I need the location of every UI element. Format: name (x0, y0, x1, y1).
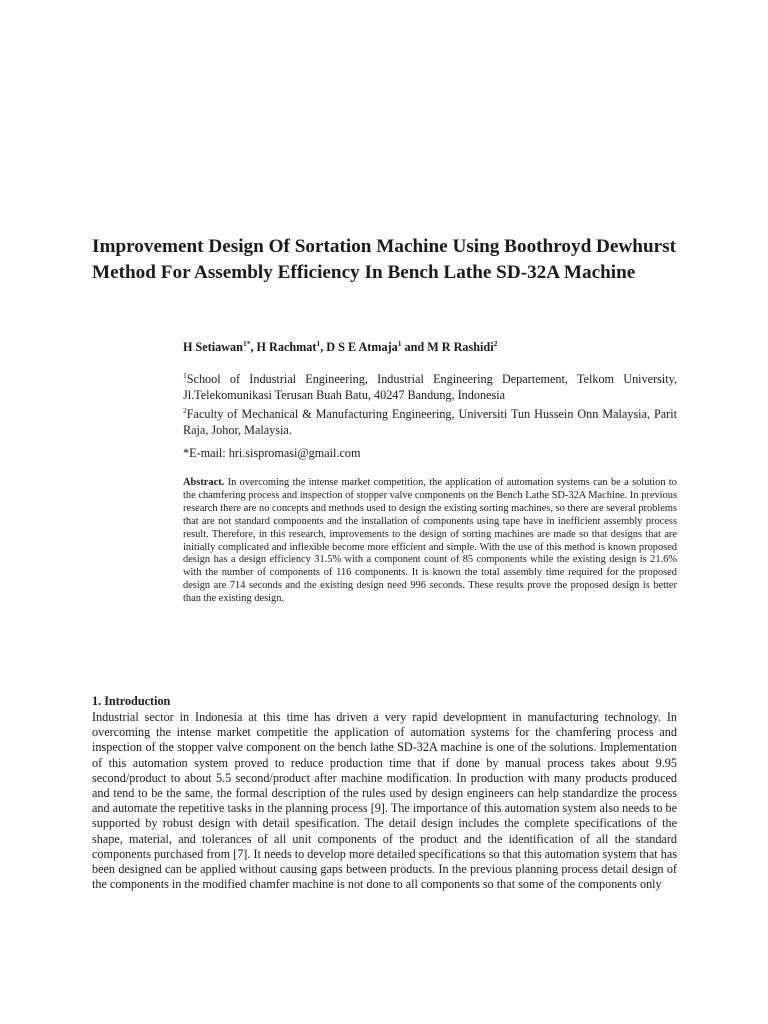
abstract-label: Abstract. (183, 477, 225, 488)
author-affiliation-mark: 1* (242, 339, 251, 348)
author-name: H Setiawan (183, 340, 243, 355)
section-body: Industrial sector in Indonesia at this time has driven a very rapid development in manufacturing technology. In overcoming the intense market competitie the application of automation systems for the chamfering process and inspection of the stopper valve component on the bench lathe SD-32A machine is one of the solutions. Implementation of this automation system proved to reduce production time that if done by manual process takes about 9.95 second/product to about 5.5 second/product after machine modification. In production with many products produced and tend to be the same, the formal description of the rules used by design engineers can help standardize the process and automate the repetitive tasks in the planning process [9]. The importance of this automation system also needs to be supported by robust design with detail spesification. The detail design includes the complete specifications of the shape, material, and tolerances of all unit components of the product and the identification of all the standard components purchased from [7]. It needs to develop more detailed specifications so that this automation system that has been designed can be applied without causing gaps between products. In the previous planning process detail design of the components in the modified chamfer machine is not done to all components so that some of the components only (92, 710, 677, 892)
corresponding-email: *E-mail: hri.sispromasi@gmail.com (183, 446, 361, 460)
author-affiliation-mark: 1 (316, 339, 321, 348)
abstract (183, 477, 677, 606)
paper-title: Improvement Design Of Sortation Machine Using Boothroyd Dewhurst Method For Assembly Efficiency In Bench Lathe SD-32A Machine (92, 236, 676, 283)
affiliation-item (183, 368, 677, 403)
author-separator: and (401, 340, 428, 355)
affiliation-mark: 2 (183, 406, 187, 416)
author-separator: , (320, 340, 327, 355)
section-heading: 1. Introduction (92, 694, 171, 708)
affiliation-mark: 1 (183, 371, 187, 380)
abstract-text: In overcoming the intense market competition, the application of automation systems can be a solution to the chamfering process and inspection of stopper valve components on the Bench Lathe SD-32A Machine. In previous research there are no concepts and methods used to design the existing sorting machines, so there are several problems that are not standard components and the installation of components using tape have in inefficient assembly process result. Therefore, in this research, improvements to the design of sorting machines are made so that designs that are initially complicated and inflexible become more efficient and simple. With the use of this method is known proposed design has a design efficiency 31.5% with a component count of 85 components while the existing design is 21.6% with the number of components of 116 components. It is known the total assembly time required for the proposed design are 714 seconds and the existing design need 996 seconds. These results prove the proposed design is better than the existing design. (183, 477, 677, 605)
affiliation-list (183, 368, 677, 438)
author-list (183, 339, 677, 355)
author-name: H Rachmat (256, 340, 317, 355)
affiliation-item (183, 403, 677, 438)
author-separator: , (250, 340, 257, 355)
affiliation-text: Faculty of Mechanical & Manufacturing Engineering, Universiti Tun Hussein Onn Malaysia, Parit Raja, Johor, Malaysia. (183, 407, 677, 437)
author-affiliation-mark: 2 (493, 339, 498, 348)
author-name: D S E Atmaja (326, 340, 398, 355)
author-affiliation-mark: 1 (397, 339, 402, 348)
author-name: M R Rashidi (427, 340, 494, 355)
affiliation-text: School of Industrial Engineering, Industrial Engineering Departement, Telkom University, Jl.Telekomunikasi Terusan Buah Batu, 40247 Bandung, Indonesia (183, 372, 677, 402)
